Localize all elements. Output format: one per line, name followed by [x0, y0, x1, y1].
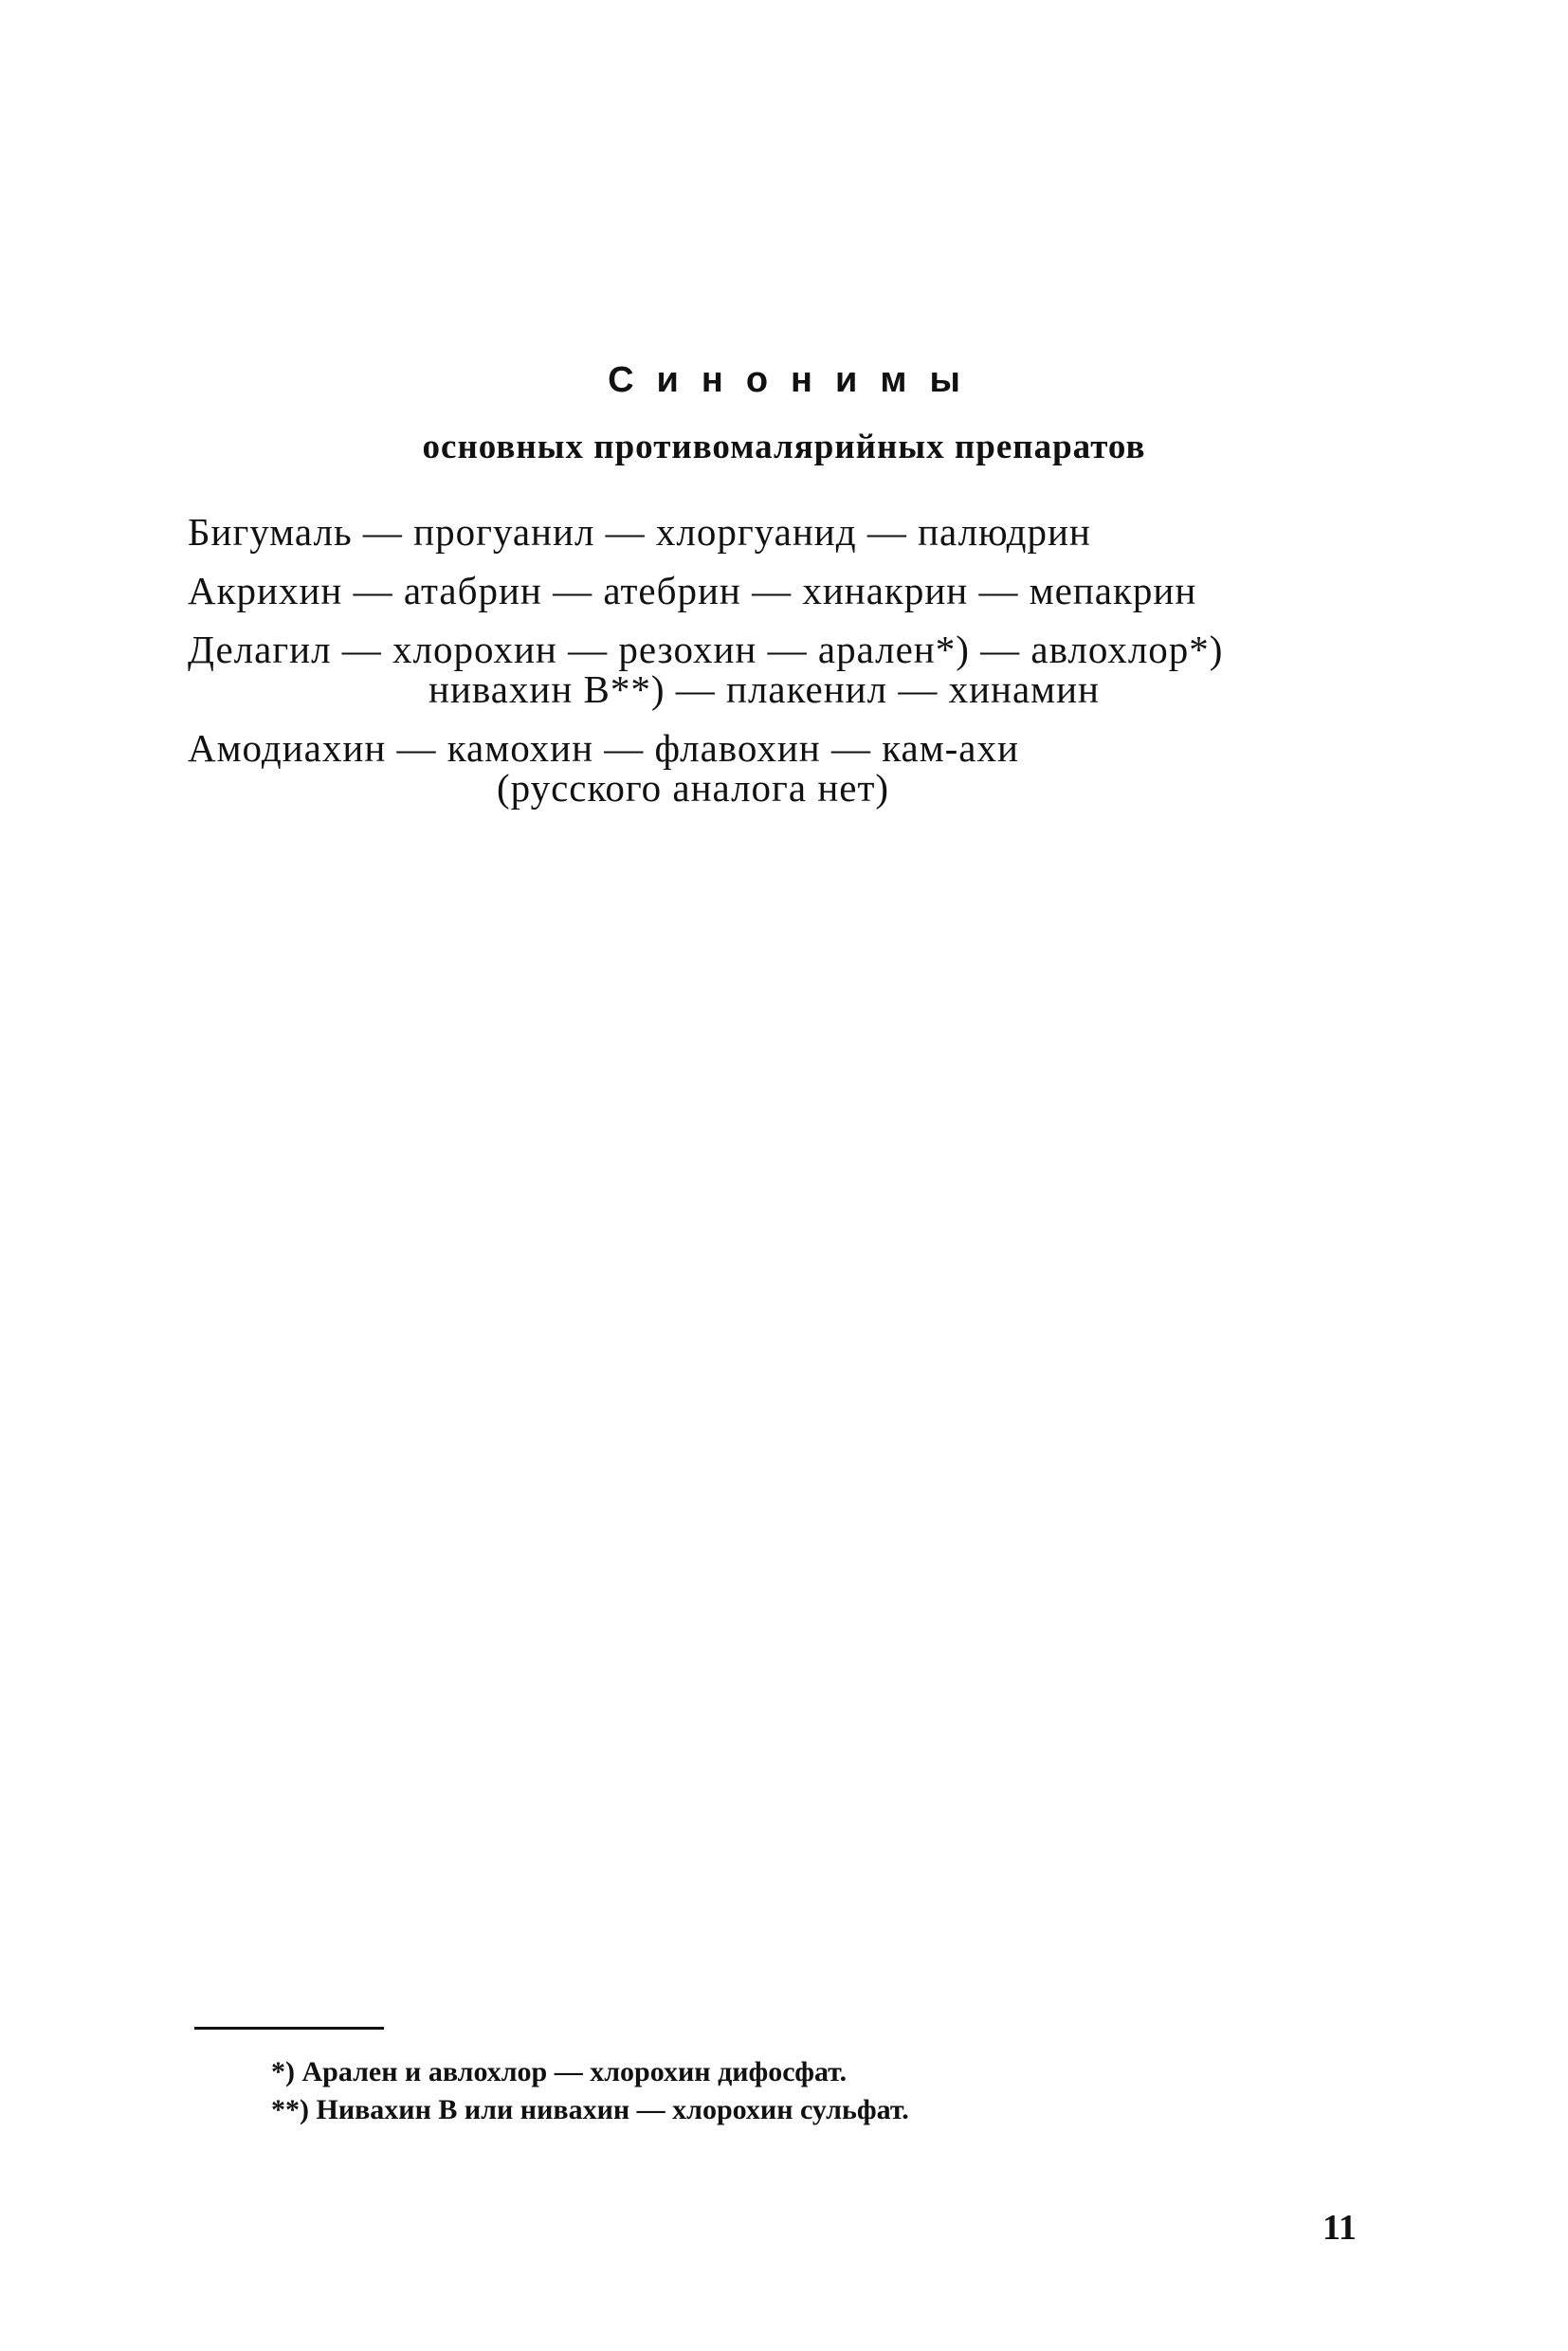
synonym-entry-amodiakhin: [188, 728, 1382, 808]
synonym-line-continued: (русского аналога нет): [497, 766, 890, 810]
page-subtitle: основных противомалярийных препаратов: [422, 428, 1146, 466]
synonym-line: Делагил — хлорохин — резохин — арален*) — авлохлор*): [188, 628, 1224, 671]
footnote-1: *) Арален и авлохлор — хлорохин дифосфат.: [271, 2056, 848, 2087]
synonym-entry-akrikhin: [188, 571, 1382, 611]
footnote-2: **) Нивахин В или нивахин — хлорохин сульфат.: [271, 2094, 909, 2125]
footnote-divider: [194, 2027, 384, 2030]
synonym-line: Бигумаль — прогуанил — хлоргуанид — палюдрин: [188, 510, 1091, 554]
page-title: Синонимы: [608, 360, 983, 400]
page-number: 11: [1322, 2208, 1357, 2248]
footnotes: [271, 2053, 909, 2129]
synonym-line: Акрихин — атабрин — атебрин — хинакрин — мепакрин: [188, 569, 1197, 612]
synonym-list: [188, 512, 1382, 827]
synonym-line: Амодиахин — камохин — флавохин — кам-ахи: [188, 726, 1019, 770]
synonym-line-continued: нивахин В**) — плакенил — хинамин: [428, 667, 1100, 711]
synonym-entry-bigumal: [188, 512, 1382, 552]
synonym-entry-delagil: [188, 629, 1382, 709]
